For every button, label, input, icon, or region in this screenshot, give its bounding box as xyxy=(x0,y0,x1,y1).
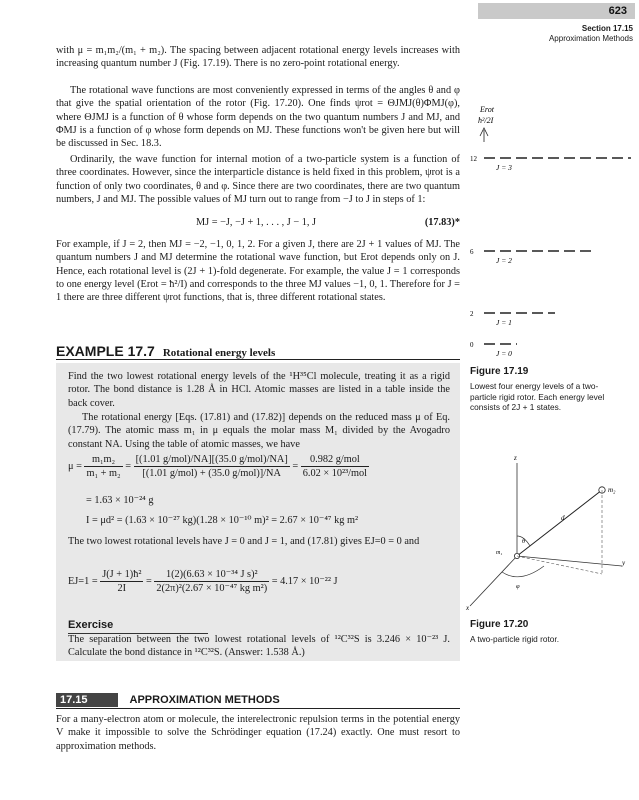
mu-fraction-2 xyxy=(134,453,290,480)
fig19-caption-text: Lowest four energy levels of a two-particle rigid rotor. Each energy level consists of 2J + 1 states. xyxy=(470,381,605,412)
mu-fraction-3-den: 6.02 × 10²³/mol xyxy=(302,468,368,479)
fig20-phi-label: φ xyxy=(516,583,520,590)
page-number: 623 xyxy=(608,5,627,17)
paragraph-1: with μ = m₁m₂/(m₁ + m₂). The spacing between adjacent rotational energy levels increases with increasing quantum number J (Fig. 17.19). There is no zero-point rotational energy. xyxy=(56,45,460,70)
example-solution: The rotational energy [Eqs. (17.81) and (17.82)] depends on the reduced mass μ of Eq. (17.79). The atomic mass m₁ in μ equals the molar mass M₁ divided by the Avogadro constant NA. Using the table of atomic masses, we have xyxy=(68,412,450,450)
example-box xyxy=(56,363,460,661)
section-text: For a many-electron atom or molecule, the interelectronic repulsion terms in the potential energy V make it impossible to solve the Schrödinger equation (17.24) exactly. One must resort to approximation methods. xyxy=(56,714,460,752)
mu-fraction-1-num: m₁m₂ xyxy=(84,453,122,467)
energy-fraction-2-num: 1(2)(6.63 × 10⁻³⁴ J s)² xyxy=(154,568,269,582)
example-heading xyxy=(56,343,460,360)
reduced-mass-equation xyxy=(68,453,369,480)
exercise-label: Exercise xyxy=(68,619,114,631)
moment-of-inertia-line: I = μd² = (1.63 × 10⁻²⁷ kg)(1.28 × 10⁻¹⁰ m)² = 2.67 × 10⁻⁴⁷ kg m² xyxy=(86,515,359,526)
example-title: Rotational energy levels xyxy=(162,347,276,359)
fig20-x-axis xyxy=(470,556,517,606)
figure-17-20 xyxy=(462,448,632,613)
running-head-title: Approximation Methods xyxy=(548,34,633,43)
paragraph-3: Ordinarily, the wave function for internal motion of a two-particle system is a function of three coordinates. However, since the interparticle distance is held fixed in this problem, ψrot is a function of only two coordinates, θ and φ. Since there are two coordinates, there are two quantum numbers, J and MJ. The possible values of MJ turn out to range from −J to J in steps of 1: xyxy=(56,154,460,205)
reduced-mass-result: = 1.63 × 10⁻²⁴ g xyxy=(86,495,154,506)
energy-fraction-2-den: 2(2π)²(2.67 × 10⁻⁴⁷ kg m²) xyxy=(156,583,268,594)
section-number: 17.15 xyxy=(56,693,118,707)
fig20-theta-label: θ xyxy=(522,538,526,545)
equation-17-83-body: MJ = −J, −J + 1, . . . , J − 1, J xyxy=(196,217,317,228)
fig19-axis-label: Erot xyxy=(480,105,494,114)
equation-17-83-number: (17.83)* xyxy=(424,217,460,228)
exercise-text: The separation between the two lowest rotational levels of ¹²C³²S is 3.246 × 10⁻²³ J. Calculate the bond distance in ¹²C³²S. (Answer: 1.538 Å.) xyxy=(68,634,450,659)
energy-fraction-1-num: J(J + 1)ħ² xyxy=(102,569,142,580)
energy-equation xyxy=(68,568,338,595)
energy-result: = 4.17 × 10⁻²² J xyxy=(271,576,338,587)
fig20-x-label: x xyxy=(466,604,470,612)
mu-lhs: μ = xyxy=(68,461,82,472)
fig20-y-axis xyxy=(517,556,622,566)
fig20-y-label: y xyxy=(622,559,626,567)
mu-fraction-1-den: m₁ + m₂ xyxy=(86,468,121,479)
mu-equals: = xyxy=(125,461,132,472)
running-head xyxy=(470,24,633,44)
section-heading xyxy=(56,690,460,709)
fig19-tick-6: 6 xyxy=(470,248,474,256)
fig20-m2-label: m₂ xyxy=(608,486,616,494)
example-label: EXAMPLE 17.7 xyxy=(56,343,155,359)
fig20-z-label: z xyxy=(514,454,517,462)
energy-fraction-2 xyxy=(154,568,269,595)
mu-fraction-2-num: [(1.01 g/mol)/NA][(35.0 g/mol)/NA] xyxy=(135,454,288,465)
fig20-projection-radial xyxy=(517,556,602,574)
energy-fraction-1-den: 2I xyxy=(117,583,127,594)
fig19-level-label-1: J = 2 xyxy=(496,256,512,265)
mu-fraction-1 xyxy=(84,453,122,480)
energy-equals: = xyxy=(146,576,152,587)
mu-fraction-2-den: [(1.01 g/mol) + (35.0 g/mol)]/NA xyxy=(142,468,281,479)
fig20-m1-label: m₁ xyxy=(496,550,503,556)
energy-lhs: EJ=1 = xyxy=(68,576,98,587)
fig19-level-label-3: J = 0 xyxy=(496,349,512,358)
fig19-tick-2: 2 xyxy=(470,310,474,318)
fig19-caption-title: Figure 17.19 xyxy=(470,366,529,377)
exercise-heading xyxy=(68,615,208,634)
energy-fraction-1 xyxy=(100,568,143,595)
mu-fraction-3 xyxy=(301,453,369,480)
running-head-section: Section 17.15 xyxy=(581,24,633,33)
figure-17-20-caption xyxy=(470,619,620,645)
mu-fraction-3-num: 0.982 g/mol xyxy=(301,453,369,467)
fig20-d-label: d xyxy=(561,514,565,522)
fig19-level-label-2: J = 1 xyxy=(496,318,512,327)
page-number-bar xyxy=(478,3,635,19)
levels-text: The two lowest rotational levels have J = 0 and J = 1, and (17.81) gives EJ=0 = 0 and xyxy=(68,536,420,547)
figure-17-19 xyxy=(468,100,636,360)
fig20-caption-text: A two-particle rigid rotor. xyxy=(470,634,559,644)
figure-17-19-caption xyxy=(470,366,620,413)
fig19-level-label-0: J = 3 xyxy=(496,163,512,172)
fig19-unit-label: ħ²/2I xyxy=(478,116,494,125)
example-problem: Find the two lowest rotational energy levels of the ¹H³⁵Cl molecule, treating it as a rigid rotor. The bond distance is 1.28 Å in HCl. Atomic masses are listed in a table inside the back cover. xyxy=(68,371,450,409)
paragraph-2: The rotational wave functions are most conveniently expressed in terms of the angles θ and φ that give the spatial orientation of the rotor (Fig. 17.20). One finds ψrot = ΘJMJ(θ)ΦMJ(φ), where ΘJMJ is a function of θ whose form depends on the two quantum numbers J and MJ, and ΦMJ is a function of φ whose form depends on MJ. These functions won't be given here but will be discussed in Sec. 18.3. xyxy=(56,85,460,150)
section-title: APPROXIMATION METHODS xyxy=(129,694,280,706)
fig19-tick-0: 0 xyxy=(470,341,474,349)
paragraph-4: For example, if J = 2, then MJ = −2, −1, 0, 1, 2. For a given J, there are 2J + 1 values of MJ. The quantum numbers J and MJ determine the rotational wave function, but Erot depends only on J. Hence, each rotational level is (2J + 1)-fold degenerate. For example, the value J = 1 corresponds to one energy level (Erot = ħ²/I) and corresponds to the three MJ values −1, 0, 1. Therefore for J = 1 there are three different ψrot functions, that is, three different rotational states. xyxy=(56,239,460,304)
fig20-caption-title: Figure 17.20 xyxy=(470,619,529,630)
mu-equals-2: = xyxy=(292,461,299,472)
fig20-phi-arc xyxy=(502,566,544,577)
fig19-tick-12: 12 xyxy=(470,155,477,163)
